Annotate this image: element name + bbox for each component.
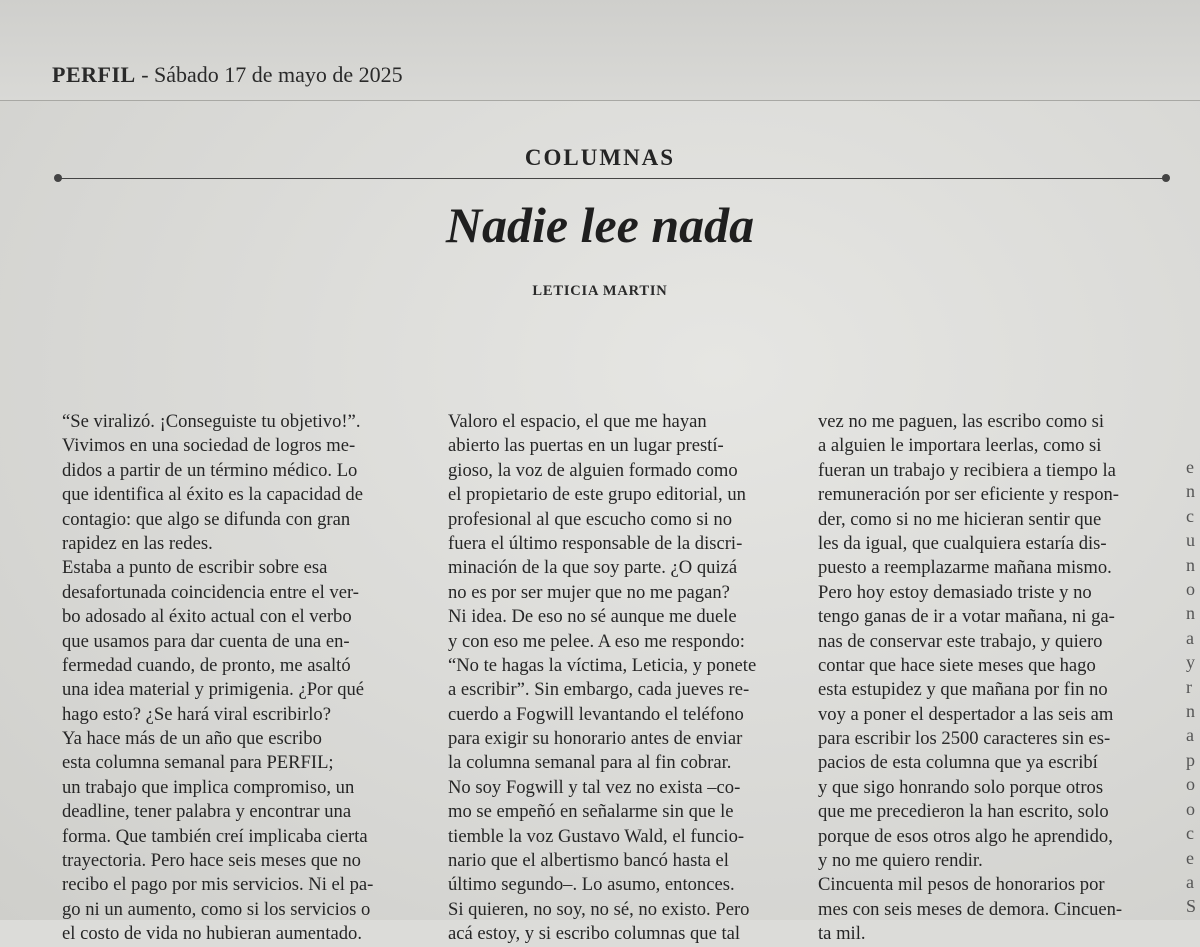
edge-fragment: e [1186,457,1194,477]
edge-fragment: c [1186,505,1194,526]
edge-fragment: p [1186,749,1195,770]
edge-fragment: n [1186,554,1195,575]
text-line: tengo ganas de ir a votar mañana, ni ga- [818,606,1115,628]
text-line: mes con seis meses de demora. Cincuen- [818,898,1123,920]
text-line: para escribir los 2500 caracteres sin es- [818,728,1111,750]
text-line: para exigir su honorario antes de enviar [448,728,743,750]
edge-fragment: o [1186,579,1195,600]
edge-fragment: a [1186,725,1194,746]
text-line: mo se empeñó en señalarme sin que le [448,801,734,823]
text-line: bo adosado al éxito actual con el verbo [62,606,352,628]
text-line: Ni idea. De eso no sé aunque me duele [448,606,737,628]
text-line: Valoro el espacio, el que me hayan [448,411,707,432]
text-line: Vivimos en una sociedad de logros me- [62,435,356,457]
article-title: Nadie lee nada [445,197,755,253]
article-column-3 [818,410,1168,947]
text-line: minación de la que soy parte. ¿O quizá [448,557,738,579]
text-line: forma. Que también creí implicaba cierta [62,825,368,847]
edge-fragment: e [1186,847,1194,868]
text-line: el propietario de este grupo editorial, un [448,484,746,506]
text-line: remuneración por ser eficiente y respon- [818,484,1119,506]
text-line: Pero hoy estoy demasiado triste y no [818,581,1092,603]
text-line: Estaba a punto de escribir sobre esa [62,557,328,579]
text-line: didos a partir de un término médico. Lo [62,459,358,481]
text-line: Si quieren, no soy, no sé, no existo. Pero [448,898,750,920]
text-line: pacios de esta columna que ya escribí [818,752,1098,774]
edge-fragment: c [1186,823,1194,844]
edge-fragment: a [1186,871,1194,892]
text-line: no es por ser mujer que no me pagan? [448,581,730,603]
text-line: cuerdo a Fogwill levantando el teléfono [448,703,744,725]
edge-fragment: n [1186,701,1195,722]
edge-fragment: u [1186,530,1195,551]
edge-fragment: r [1186,676,1192,697]
text-line: recibo el pago por mis servicios. Ni el pa- [62,874,374,896]
text-line: y no me quiero rendir. [818,850,983,872]
text-line: acá estoy, y si escribo columnas que tal [448,923,741,945]
text-line: contagio: que algo se difunda con gran [62,508,351,530]
text-line: contar que hace siete meses que hago [818,654,1096,676]
folio [52,62,403,88]
text-line: la columna semanal para al fin cobrar. [448,752,732,774]
text-line: abierto las puertas en un lugar prestí- [448,435,724,457]
text-line: tiemble la voz Gustavo Wald, el funcio- [448,825,745,847]
edge-fragment: n [1186,481,1195,502]
text-line: el costo de vida no hubieran aumentado. [62,923,362,945]
text-line: desafortunada coincidencia entre el ver- [62,581,359,603]
section-label: COLUMNAS [524,145,676,170]
text-line: ta mil. [818,923,866,945]
text-line: No soy Fogwill y tal vez no exista –co- [448,776,741,798]
publication-name: PERFIL [52,62,136,87]
article-byline: LETICIA MARTIN [532,283,668,299]
text-line: “Se viralizó. ¡Conseguiste tu objetivo!”. [62,411,361,432]
text-line: nario que el albertismo bancó hasta el [448,850,729,872]
adjacent-column-fragment [1186,455,1200,919]
text-line: “No te hagas la víctima, Leticia, y ponete [448,654,757,676]
text-line: último segundo–. Lo asumo, entonces. [448,874,735,896]
text-line: gioso, la voz de alguien formado como [448,459,738,481]
edge-fragment: a [1186,627,1194,648]
text-line: fueran un trabajo y recibiera a tiempo la [818,459,1116,481]
text-line: un trabajo que implica compromiso, un [62,776,355,798]
text-line: a alguien le importara leerlas, como si [818,435,1102,457]
article-column-1 [62,410,432,947]
text-line: voy a poner el despertador a las seis am [818,703,1114,725]
edge-fragment: o [1186,774,1195,795]
text-line: que usamos para dar cuenta de una en- [62,630,350,652]
text-line: y con eso me pelee. A eso me respondo: [448,630,745,652]
edge-fragment: y [1186,652,1195,673]
text-line: una idea material y primigenia. ¿Por qué [62,679,365,701]
edge-fragment: S [1186,896,1197,917]
text-line: fuera el último responsable de la discri- [448,532,743,554]
text-line: esta columna semanal para PERFIL; [62,752,334,774]
text-line: y que sigo honrando solo porque otros [818,776,1104,798]
text-line: esta estupidez y que mañana por fin no [818,679,1108,701]
text-line: fermedad cuando, de pronto, me asaltó [62,654,351,676]
text-line: go ni un aumento, como si los servicios o [62,898,371,920]
article-column-2 [448,410,808,947]
text-line: Ya hace más de un año que escribo [62,728,322,750]
text-line: der, como si no me hicieran sentir que [818,508,1102,530]
text-line: hago esto? ¿Se hará viral escribirlo? [62,703,331,725]
section-rule [58,178,1166,179]
text-line: porque de esos otros algo he aprendido, [818,825,1113,847]
text-line: puesto a reemplazarme mañana mismo. [818,557,1112,579]
text-line: vez no me paguen, las escribo como si [818,411,1105,432]
publication-date: - Sábado 17 de mayo de 2025 [141,62,403,87]
text-line: nas de conservar este trabajo, y quiero [818,630,1103,652]
text-line: profesional al que escucho como si no [448,508,732,530]
text-line: deadline, tener palabra y encontrar una [62,801,352,823]
text-line: les da igual, que cualquiera estaría dis- [818,532,1107,554]
text-line: que me precedieron la han escrito, solo [818,801,1109,823]
text-line: a escribir”. Sin embargo, cada jueves re- [448,679,750,701]
text-line: Cincuenta mil pesos de honorarios por [818,874,1105,896]
rule-right-dot [1162,174,1170,182]
text-line: rapidez en las redes. [62,532,213,554]
edge-fragment: n [1186,603,1195,624]
text-line: que identifica al éxito es la capacidad de [62,484,363,506]
edge-fragment: o [1186,798,1195,819]
text-line: trayectoria. Pero hace seis meses que no [62,850,361,872]
